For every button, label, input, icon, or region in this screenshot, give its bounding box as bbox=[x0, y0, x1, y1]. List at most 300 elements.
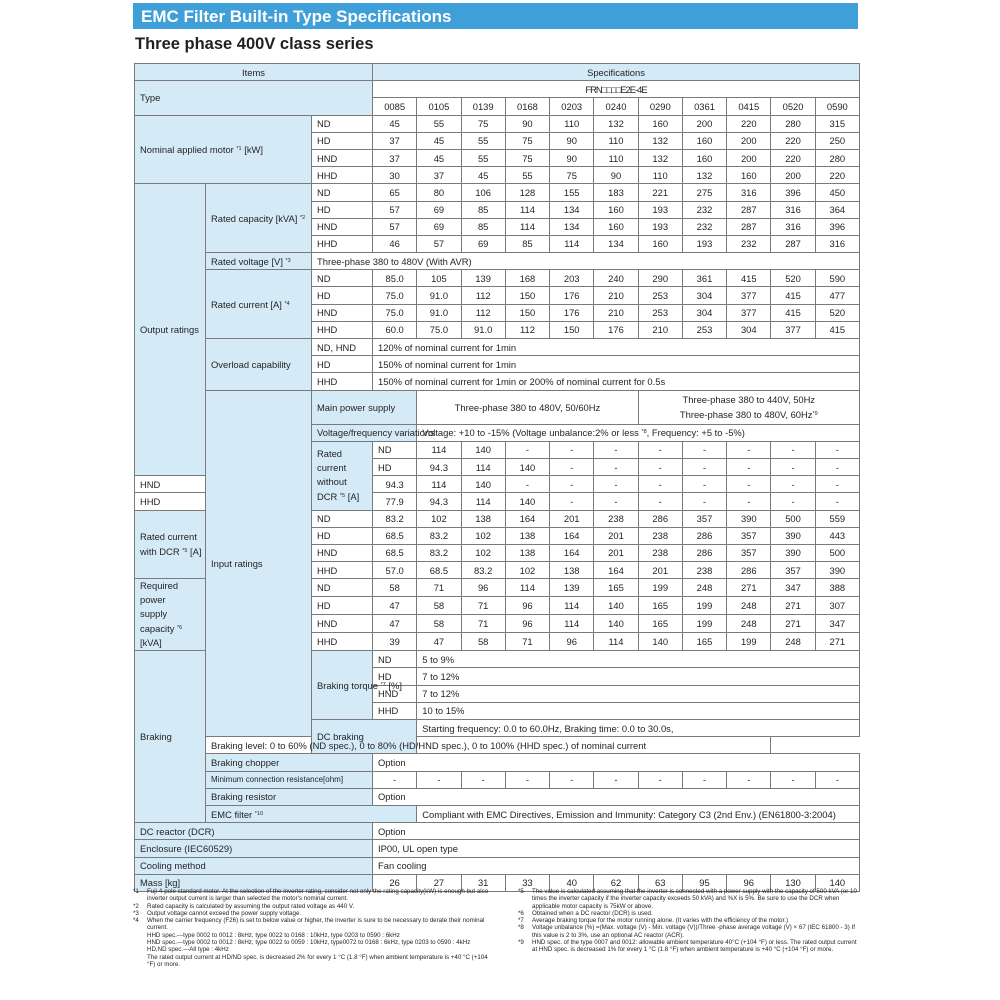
value-cell: 132 bbox=[638, 132, 682, 149]
value-cell: 316 bbox=[771, 218, 815, 235]
value-cell: 165 bbox=[682, 633, 726, 651]
value-cell: 69 bbox=[417, 218, 461, 235]
value-cell: 110 bbox=[638, 167, 682, 184]
value-cell: 39 bbox=[373, 633, 417, 651]
value-cell: 500 bbox=[815, 544, 859, 561]
min-resistance-row bbox=[135, 771, 860, 788]
footnote-mark: *2 bbox=[299, 214, 306, 221]
value-cell: 160 bbox=[594, 218, 638, 235]
value-cell: 280 bbox=[815, 149, 859, 166]
value-cell: - bbox=[815, 771, 859, 788]
value-cell: 75 bbox=[550, 167, 594, 184]
value-cell: 316 bbox=[727, 184, 771, 201]
value-cell: 110 bbox=[594, 132, 638, 149]
value-cell: 361 bbox=[682, 270, 726, 287]
model-number: 0520 bbox=[771, 98, 815, 115]
value-cell: 45 bbox=[417, 132, 461, 149]
value-cell: 520 bbox=[771, 270, 815, 287]
dc-reactor-row bbox=[135, 823, 860, 840]
page-banner bbox=[133, 3, 858, 29]
spec-label: HND bbox=[312, 544, 373, 561]
overload-label: Overload capability bbox=[206, 339, 312, 391]
label-text: Rated current bbox=[140, 530, 197, 542]
value-cell: 390 bbox=[815, 562, 859, 579]
value-cell: 102 bbox=[505, 562, 549, 579]
spec-label: HHD bbox=[312, 167, 373, 184]
value-cell: 112 bbox=[505, 321, 549, 338]
value-cell: - bbox=[771, 771, 815, 788]
overload-row bbox=[135, 339, 860, 356]
value-cell: 275 bbox=[682, 184, 726, 201]
value-cell: 68.5 bbox=[373, 527, 417, 544]
footnote-text: HD,ND spec.---All type : 4kHz bbox=[147, 946, 229, 954]
model-number: 0085 bbox=[373, 98, 417, 115]
dc-braking-line: Starting frequency: 0.0 to 60.0Hz, Braking time: 0.0 to 30.0s, bbox=[417, 720, 860, 737]
value-cell: 500 bbox=[771, 510, 815, 527]
value-cell: 130 bbox=[771, 874, 815, 891]
value-cell: 40 bbox=[550, 874, 594, 891]
braking-torque-value: 7 to 12% bbox=[417, 685, 860, 702]
footnote bbox=[133, 946, 493, 953]
value-cell: - bbox=[594, 493, 638, 510]
value-cell: 201 bbox=[550, 510, 594, 527]
main-power-value-right bbox=[638, 390, 859, 424]
footnote bbox=[133, 903, 493, 910]
footnote bbox=[133, 917, 493, 932]
spec-label: HND bbox=[312, 304, 373, 321]
dc-braking-line: Braking level: 0 to 60% (ND spec.), 0 to 80% (HD/HND spec.), 0 to 100% (HHD spec.) of nominal current bbox=[206, 737, 771, 754]
value-cell: 134 bbox=[550, 218, 594, 235]
value-cell: 114 bbox=[550, 597, 594, 615]
footnote-text: Voltage unbalance (%) =(Max. voltage (V) - Min. voltage (V))/Three -phase average voltage (V) × 67 (IEC 61800 - 3) If this value is 2 to 3%, use an optional AC reactor (ACR). bbox=[532, 924, 855, 939]
value-cell: 139 bbox=[550, 579, 594, 597]
value-cell: 250 bbox=[815, 132, 859, 149]
value-cell: 33 bbox=[505, 874, 549, 891]
spec-label: ND bbox=[312, 510, 373, 527]
label-text: EMC filter bbox=[211, 808, 253, 820]
label-text: Rated capacity [kVA] bbox=[211, 212, 298, 224]
label-text: Braking torque bbox=[317, 679, 378, 691]
value-cell: 168 bbox=[505, 270, 549, 287]
value-cell: 248 bbox=[682, 579, 726, 597]
value-cell: - bbox=[461, 771, 505, 788]
value-cell: 390 bbox=[727, 510, 771, 527]
value-cell: 238 bbox=[594, 510, 638, 527]
value-cell: 248 bbox=[771, 633, 815, 651]
spec-label: HD bbox=[373, 668, 417, 685]
value-cell: 58 bbox=[461, 633, 505, 651]
value-cell: 80 bbox=[417, 184, 461, 201]
value-cell: - bbox=[727, 771, 771, 788]
spec-label: HD bbox=[312, 287, 373, 304]
type-row bbox=[135, 81, 860, 98]
rated-voltage-label bbox=[206, 253, 312, 270]
model-number: 0240 bbox=[594, 98, 638, 115]
value-cell: 83.2 bbox=[417, 527, 461, 544]
value-cell: 201 bbox=[638, 562, 682, 579]
value-cell: 26 bbox=[373, 874, 417, 891]
value-cell: 253 bbox=[638, 287, 682, 304]
value-cell: 114 bbox=[550, 615, 594, 633]
dc-reactor-value: Option bbox=[373, 823, 860, 840]
footnote-text: HHD spec.---type 0002 to 0012 : 8kHz, type 0022 to 0168 : 10kHz, type 0203 to 0590 : 6kHz bbox=[147, 931, 400, 939]
value-cell: 47 bbox=[373, 615, 417, 633]
value-cell: 201 bbox=[594, 544, 638, 561]
value-cell: 110 bbox=[550, 115, 594, 132]
page-title: EMC Filter Built-in Type Specifications bbox=[141, 7, 452, 26]
value-cell: 415 bbox=[815, 321, 859, 338]
value-cell: 114 bbox=[461, 493, 505, 510]
value-cell: - bbox=[550, 458, 594, 475]
footnote-mark bbox=[133, 946, 147, 953]
spec-label: ND bbox=[312, 579, 373, 597]
value-cell: - bbox=[638, 441, 682, 458]
value-cell: 307 bbox=[815, 597, 859, 615]
spec-label: HND bbox=[373, 685, 417, 702]
label-text: without DCR bbox=[317, 476, 347, 503]
footnotes-left bbox=[133, 888, 493, 968]
braking-torque-value: 7 to 12% bbox=[417, 668, 860, 685]
footnote-mark: *6 bbox=[518, 909, 524, 917]
value-cell: 176 bbox=[594, 321, 638, 338]
value-cell: 58 bbox=[417, 615, 461, 633]
value-cell: 57 bbox=[417, 235, 461, 252]
label-text: Cooling method bbox=[140, 860, 206, 872]
label-text: Nominal applied motor bbox=[140, 143, 234, 155]
value-cell: 55 bbox=[461, 149, 505, 166]
value-cell: 290 bbox=[638, 270, 682, 287]
value-cell: 75.0 bbox=[373, 304, 417, 321]
value-cell: 590 bbox=[815, 270, 859, 287]
footnote-mark bbox=[133, 932, 147, 939]
main-power-line: Three-phase 380 to 440V, 50Hz bbox=[682, 393, 816, 405]
footnote bbox=[133, 888, 493, 903]
spec-label: HHD bbox=[312, 562, 373, 579]
value-cell: 102 bbox=[417, 510, 461, 527]
value-cell: 160 bbox=[638, 235, 682, 252]
value-cell: 160 bbox=[682, 149, 726, 166]
value-cell: 377 bbox=[771, 321, 815, 338]
value-cell: 232 bbox=[727, 235, 771, 252]
value-cell: 71 bbox=[461, 597, 505, 615]
value-cell: 37 bbox=[373, 149, 417, 166]
label-text: DC reactor (DCR) bbox=[140, 825, 215, 837]
value-cell: 63 bbox=[638, 874, 682, 891]
value-cell: 114 bbox=[505, 201, 549, 218]
value-cell: 140 bbox=[461, 441, 505, 458]
value-cell: - bbox=[771, 458, 815, 475]
value-cell: 31 bbox=[461, 874, 505, 891]
mass-label: Mass [kg] bbox=[135, 874, 373, 891]
footnote-text: HND spec.---type 0002 to 0012 : 8kHz, type 0022 to 0059 : 10kHz, type0072 to 0168 : 6kHz, type 0203 to 0590 : 4kHz bbox=[147, 939, 471, 947]
value-cell: 114 bbox=[594, 633, 638, 651]
footnote-mark: *7 bbox=[380, 681, 386, 688]
value-cell: 60.0 bbox=[373, 321, 417, 338]
value-cell: 193 bbox=[638, 201, 682, 218]
value-cell: 62 bbox=[594, 874, 638, 891]
value-cell: 94.3 bbox=[417, 493, 461, 510]
footnote bbox=[518, 939, 858, 954]
value-cell: - bbox=[815, 493, 859, 510]
value-cell: 232 bbox=[682, 218, 726, 235]
footnote-mark: *4 bbox=[284, 300, 290, 307]
value-cell: 164 bbox=[594, 562, 638, 579]
footnote-text: The rated output current at HD/ND spec. is decreased 2% for every 1 °C (1.8 °F) when ambient temperature is +40 °C (+104 °F) or more. bbox=[147, 953, 488, 968]
value-cell: 83.2 bbox=[373, 510, 417, 527]
footnote-mark: *8 bbox=[641, 429, 647, 436]
value-cell: 357 bbox=[727, 527, 771, 544]
value-cell: 164 bbox=[550, 527, 594, 544]
dc-braking-label: DC braking bbox=[312, 720, 417, 754]
value-cell: - bbox=[550, 476, 594, 493]
footnote-mark bbox=[133, 939, 147, 946]
footnote-text: Output voltage cannot exceed the power supply voltage. bbox=[147, 909, 302, 917]
value-cell: 58 bbox=[373, 579, 417, 597]
unit-text: [%] bbox=[388, 679, 402, 691]
value-cell: 68.5 bbox=[373, 544, 417, 561]
value-cell: 415 bbox=[771, 304, 815, 321]
value-cell: 150 bbox=[505, 304, 549, 321]
value-cell: 71 bbox=[417, 579, 461, 597]
cooling-value: Fan cooling bbox=[373, 857, 860, 874]
cooling-row bbox=[135, 857, 860, 874]
value-cell: - bbox=[594, 476, 638, 493]
value-cell: 106 bbox=[461, 184, 505, 201]
value-cell: - bbox=[638, 493, 682, 510]
value-cell: 114 bbox=[550, 235, 594, 252]
footnote-text: HND spec. of the type 0007 and 0012: allowable ambient temperature 40°C (+104 °F) or less. The rated output current at HND spec. is decreased 1% for every 1 °C (1.8 °F) when ambient temperature is +40 °C (+104 °F) or more. bbox=[532, 939, 857, 954]
value-cell: - bbox=[594, 771, 638, 788]
footnote-mark: *4 bbox=[133, 917, 139, 925]
value-cell: 90 bbox=[594, 167, 638, 184]
footnote-mark: *7 bbox=[518, 917, 524, 925]
braking-chopper-row bbox=[135, 754, 860, 771]
value-cell: 91.0 bbox=[417, 287, 461, 304]
footnote-mark: *8 bbox=[518, 924, 524, 932]
value-cell: 165 bbox=[638, 597, 682, 615]
value-cell: 45 bbox=[461, 167, 505, 184]
value-cell: 37 bbox=[373, 132, 417, 149]
value-cell: - bbox=[771, 476, 815, 493]
value-cell: 155 bbox=[550, 184, 594, 201]
value-cell: 201 bbox=[594, 527, 638, 544]
footnote-mark: *3 bbox=[133, 909, 139, 917]
value-cell: 183 bbox=[594, 184, 638, 201]
enclosure-label bbox=[135, 840, 373, 857]
value-cell: - bbox=[638, 476, 682, 493]
value-cell: 37 bbox=[417, 167, 461, 184]
value-cell: 199 bbox=[727, 633, 771, 651]
value-cell: 390 bbox=[771, 544, 815, 561]
value-cell: 132 bbox=[638, 149, 682, 166]
value-cell: 112 bbox=[461, 304, 505, 321]
value-cell: 199 bbox=[682, 615, 726, 633]
value-cell: 240 bbox=[594, 270, 638, 287]
value-cell: 68.5 bbox=[417, 562, 461, 579]
value-cell: 271 bbox=[771, 615, 815, 633]
min-resistance-label: Minimum connection resistance[ohm] bbox=[206, 771, 373, 788]
value-cell: 46 bbox=[373, 235, 417, 252]
value-cell: - bbox=[727, 476, 771, 493]
rated-voltage-row bbox=[135, 253, 860, 270]
value-cell: 91.0 bbox=[461, 321, 505, 338]
value-cell: 286 bbox=[682, 544, 726, 561]
value-cell: 304 bbox=[682, 304, 726, 321]
value-cell: - bbox=[771, 441, 815, 458]
spec-label: HND bbox=[135, 476, 206, 493]
footnote-mark: *1 bbox=[236, 145, 242, 152]
value-cell: 75 bbox=[505, 149, 549, 166]
spec-label: HD bbox=[312, 356, 373, 373]
value-cell: 287 bbox=[727, 218, 771, 235]
value-cell: 199 bbox=[638, 579, 682, 597]
footnote-text: Average braking torque for the motor running alone. (It varies with the efficiency of the motor.) bbox=[532, 917, 789, 925]
label-text: supply capacity bbox=[140, 608, 175, 635]
value-cell: 199 bbox=[682, 597, 726, 615]
spec-label: HD bbox=[312, 597, 373, 615]
value-cell: 134 bbox=[594, 235, 638, 252]
spec-label: HND bbox=[312, 218, 373, 235]
value-cell: - bbox=[682, 441, 726, 458]
value-cell: 210 bbox=[594, 304, 638, 321]
footnote-mark: *1 bbox=[133, 888, 139, 895]
value-cell: 347 bbox=[815, 615, 859, 633]
value-cell: 377 bbox=[727, 304, 771, 321]
footnote bbox=[133, 910, 493, 917]
value-cell: 164 bbox=[550, 544, 594, 561]
value-cell: 210 bbox=[638, 321, 682, 338]
footnote-text: Fuji 4-pole standard motor. At the selection of the inverter rating, consider not only the rating capacity(kW) is enough but also inverter output current is larger than selected the motor's nominal current. bbox=[147, 888, 489, 903]
value-cell: 69 bbox=[417, 201, 461, 218]
value-cell: 232 bbox=[682, 201, 726, 218]
value-cell: 287 bbox=[771, 235, 815, 252]
value-cell: 150 bbox=[505, 287, 549, 304]
value-cell: 304 bbox=[682, 287, 726, 304]
model-number: 0139 bbox=[461, 98, 505, 115]
value-cell: - bbox=[550, 441, 594, 458]
braking-label: Braking bbox=[135, 651, 206, 823]
value-cell: 164 bbox=[505, 510, 549, 527]
value-cell: 96 bbox=[461, 579, 505, 597]
rated-current-row bbox=[135, 270, 860, 287]
value-cell: 165 bbox=[638, 615, 682, 633]
value-cell: 140 bbox=[505, 493, 549, 510]
value-cell: 57 bbox=[373, 218, 417, 235]
value-cell: 220 bbox=[771, 132, 815, 149]
value-cell: 140 bbox=[638, 633, 682, 651]
value-cell: 30 bbox=[373, 167, 417, 184]
value-cell: 396 bbox=[815, 218, 859, 235]
rated-voltage-value: Three-phase 380 to 480V (With AVR) bbox=[312, 253, 860, 270]
nominal-motor-row bbox=[135, 115, 860, 132]
footnote-mark: *2 bbox=[133, 902, 139, 910]
value-cell: - bbox=[505, 771, 549, 788]
footnote bbox=[133, 932, 493, 939]
value-cell: - bbox=[505, 476, 549, 493]
value-cell: 221 bbox=[638, 184, 682, 201]
model-number: 0203 bbox=[550, 98, 594, 115]
footnote-mark: *5 bbox=[339, 493, 346, 500]
value-cell: - bbox=[727, 441, 771, 458]
spec-label: ND bbox=[373, 441, 417, 458]
footnote-mark: *6 bbox=[177, 625, 183, 632]
emc-filter-row bbox=[135, 805, 860, 822]
value-cell: 140 bbox=[594, 597, 638, 615]
value-cell: 110 bbox=[594, 149, 638, 166]
value-cell: - bbox=[594, 458, 638, 475]
value-cell: 114 bbox=[417, 441, 461, 458]
value-cell: 357 bbox=[727, 544, 771, 561]
spec-table bbox=[134, 63, 860, 892]
spec-label: ND bbox=[312, 184, 373, 201]
value-cell: 94.3 bbox=[417, 458, 461, 475]
value-cell: 347 bbox=[771, 579, 815, 597]
value-cell: 114 bbox=[417, 476, 461, 493]
value-cell: - bbox=[594, 441, 638, 458]
value-cell: 364 bbox=[815, 201, 859, 218]
value-cell: 280 bbox=[771, 115, 815, 132]
vf-text: Voltage: +10 to -15% (Voltage unbalance:2% or less bbox=[422, 427, 639, 439]
spec-label: HD bbox=[312, 132, 373, 149]
value-cell: 140 bbox=[594, 615, 638, 633]
vf-variations-label: Voltage/frequency variations bbox=[312, 424, 417, 441]
value-cell: 140 bbox=[461, 476, 505, 493]
value-cell: 85 bbox=[505, 235, 549, 252]
vf-variations-value bbox=[417, 424, 860, 441]
value-cell: 415 bbox=[771, 287, 815, 304]
spec-label: HD bbox=[312, 527, 373, 544]
rated-capacity-label bbox=[206, 184, 312, 253]
rc-with-dcr-label bbox=[135, 510, 206, 579]
value-cell: 90 bbox=[550, 132, 594, 149]
footnote-mark: *3 bbox=[285, 257, 291, 264]
value-cell: - bbox=[550, 493, 594, 510]
braking-chopper-value: Option bbox=[373, 754, 860, 771]
spec-label: HND bbox=[312, 615, 373, 633]
footnote-mark: *5 bbox=[518, 888, 524, 895]
value-cell: 75 bbox=[505, 132, 549, 149]
footnote bbox=[133, 939, 493, 946]
footnote bbox=[518, 917, 858, 924]
overload-value: 150% of nominal current for 1min bbox=[373, 356, 860, 373]
value-cell: 286 bbox=[638, 510, 682, 527]
spec-label: HHD bbox=[312, 633, 373, 651]
value-cell: 253 bbox=[638, 304, 682, 321]
value-cell: 315 bbox=[815, 115, 859, 132]
value-cell: - bbox=[682, 476, 726, 493]
value-cell: 415 bbox=[727, 270, 771, 287]
value-cell: 390 bbox=[771, 527, 815, 544]
value-cell: 47 bbox=[417, 633, 461, 651]
main-power-value-left: Three-phase 380 to 480V, 50/60Hz bbox=[417, 390, 638, 424]
value-cell: 45 bbox=[373, 115, 417, 132]
value-cell: 271 bbox=[727, 579, 771, 597]
label-text: Rated voltage [V] bbox=[211, 255, 283, 267]
value-cell: 316 bbox=[815, 235, 859, 252]
value-cell: 176 bbox=[550, 287, 594, 304]
value-cell: 357 bbox=[771, 562, 815, 579]
value-cell: - bbox=[815, 458, 859, 475]
footnote bbox=[518, 924, 858, 939]
value-cell: 105 bbox=[417, 270, 461, 287]
value-cell: 176 bbox=[550, 304, 594, 321]
rc-without-dcr-label bbox=[312, 441, 373, 510]
overload-value: 150% of nominal current for 1min or 200% of nominal current for 0.5s bbox=[373, 373, 860, 390]
footnotes-right bbox=[518, 888, 858, 954]
value-cell: - bbox=[815, 476, 859, 493]
spec-label: HHD bbox=[135, 493, 206, 510]
value-cell: 96 bbox=[505, 615, 549, 633]
